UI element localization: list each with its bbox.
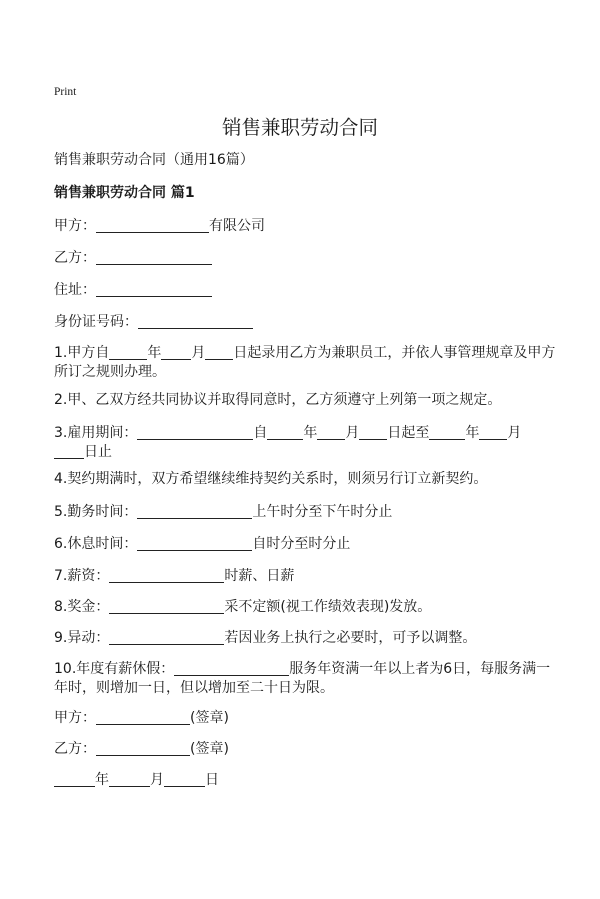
company-suffix: 有限公司 bbox=[209, 218, 265, 234]
blank-line bbox=[161, 347, 191, 360]
clause-8 bbox=[54, 598, 431, 617]
section-heading: 销售兼职劳动合同 篇1 bbox=[54, 185, 195, 201]
clause-text: 日起至 bbox=[387, 425, 430, 441]
party-a-line bbox=[54, 217, 265, 236]
signature-party-a bbox=[54, 709, 229, 728]
party-b-label: 乙方： bbox=[54, 250, 96, 266]
clause-text: 3.雇用期间： bbox=[54, 425, 138, 441]
document-subtitle: 销售兼职劳动合同（通用16篇） bbox=[54, 152, 254, 168]
id-number-line bbox=[54, 313, 253, 332]
document-title: 销售兼职劳动合同 bbox=[221, 116, 378, 139]
signature-date bbox=[54, 771, 219, 790]
signature-blank bbox=[96, 712, 190, 725]
clause-text: 时薪、日薪 bbox=[224, 568, 295, 584]
clause-10 bbox=[54, 660, 550, 698]
blank-line bbox=[174, 663, 289, 676]
clause-text: 10.年度有薪休假： bbox=[54, 661, 175, 677]
blank-line bbox=[479, 427, 507, 440]
clause-text: 自 bbox=[253, 425, 268, 441]
party-b-name-blank bbox=[96, 252, 212, 265]
blank-line bbox=[205, 347, 233, 360]
clause-2 bbox=[54, 391, 501, 410]
blank-line bbox=[54, 446, 84, 459]
blank-line bbox=[109, 601, 224, 614]
clause-text: 1.甲方自 bbox=[54, 345, 110, 361]
date-month-blank bbox=[109, 774, 150, 787]
blank-line bbox=[429, 427, 465, 440]
seal-label: (签章) bbox=[190, 741, 229, 757]
clause-text: 2.甲、乙双方经共同协议并取得同意时，乙方须遵守上列第一项之规定。 bbox=[54, 392, 502, 408]
clause-text: 年 bbox=[303, 425, 318, 441]
party-b-line bbox=[54, 249, 212, 268]
blank-line bbox=[137, 506, 252, 519]
clause-7 bbox=[54, 567, 294, 586]
clause-text: 8.奖金： bbox=[54, 599, 110, 615]
clause-text: 月 bbox=[507, 425, 522, 441]
signature-party-b-label: 乙方： bbox=[54, 741, 96, 757]
seal-label: (签章) bbox=[190, 710, 229, 726]
clause-text: 5.勤务时间： bbox=[54, 504, 138, 520]
clause-text: 上午时分至下午时分止 bbox=[252, 504, 393, 520]
id-number-blank bbox=[138, 316, 253, 329]
party-a-label: 甲方： bbox=[54, 218, 96, 234]
clause-text: 7.薪资： bbox=[54, 568, 110, 584]
clause-text: 日止 bbox=[84, 444, 112, 460]
blank-line bbox=[359, 427, 387, 440]
signature-party-b bbox=[54, 740, 229, 759]
address-blank bbox=[96, 284, 212, 297]
clause-text: 4.契约期满时，双方希望继续维持契约关系时，则须另行订立新契约。 bbox=[54, 471, 488, 487]
signature-blank bbox=[96, 743, 190, 756]
clause-text: 若因业务上执行之必要时，可予以调整。 bbox=[224, 630, 477, 646]
address-label: 住址： bbox=[54, 282, 96, 298]
clause-text: 9.异动： bbox=[54, 630, 110, 646]
address-line bbox=[54, 281, 212, 300]
print-link[interactable]: Print bbox=[54, 86, 77, 98]
date-year-label: 年 bbox=[95, 772, 109, 788]
clause-text: 年 bbox=[465, 425, 480, 441]
clause-6 bbox=[54, 535, 350, 554]
clause-1 bbox=[54, 344, 555, 382]
blank-line bbox=[109, 632, 224, 645]
clause-text: 服务年资满一年以上者为6日，每服务满一 bbox=[289, 661, 551, 677]
date-day-label: 日 bbox=[205, 772, 219, 788]
clause-text: 年时，则增加一日，但以增加至二十日为限。 bbox=[54, 680, 334, 696]
clause-5 bbox=[54, 503, 392, 522]
clause-text: 月 bbox=[191, 345, 206, 361]
date-day-blank bbox=[164, 774, 205, 787]
blank-line bbox=[137, 538, 252, 551]
id-number-label: 身份证号码： bbox=[54, 314, 138, 330]
date-year-blank bbox=[54, 774, 95, 787]
clause-text: 月 bbox=[345, 425, 360, 441]
date-month-label: 月 bbox=[150, 772, 164, 788]
clause-4 bbox=[54, 470, 487, 489]
party-a-name-blank bbox=[96, 220, 209, 233]
clause-text: 日起录用乙方为兼职员工，并依人事管理规章及甲方 bbox=[233, 345, 556, 361]
blank-line bbox=[267, 427, 303, 440]
blank-line bbox=[109, 347, 147, 360]
signature-party-a-label: 甲方： bbox=[54, 710, 96, 726]
blank-line bbox=[317, 427, 345, 440]
clause-text: 6.休息时间： bbox=[54, 536, 138, 552]
blank-line bbox=[109, 570, 224, 583]
blank-line bbox=[137, 427, 253, 440]
clause-text: 所订之规则办理。 bbox=[54, 364, 166, 380]
clause-9 bbox=[54, 629, 476, 648]
clause-3 bbox=[54, 424, 521, 462]
clause-text: 采不定额(视工作绩效表现)发放。 bbox=[224, 599, 432, 615]
clause-text: 自时分至时分止 bbox=[252, 536, 351, 552]
clause-text: 年 bbox=[147, 345, 162, 361]
